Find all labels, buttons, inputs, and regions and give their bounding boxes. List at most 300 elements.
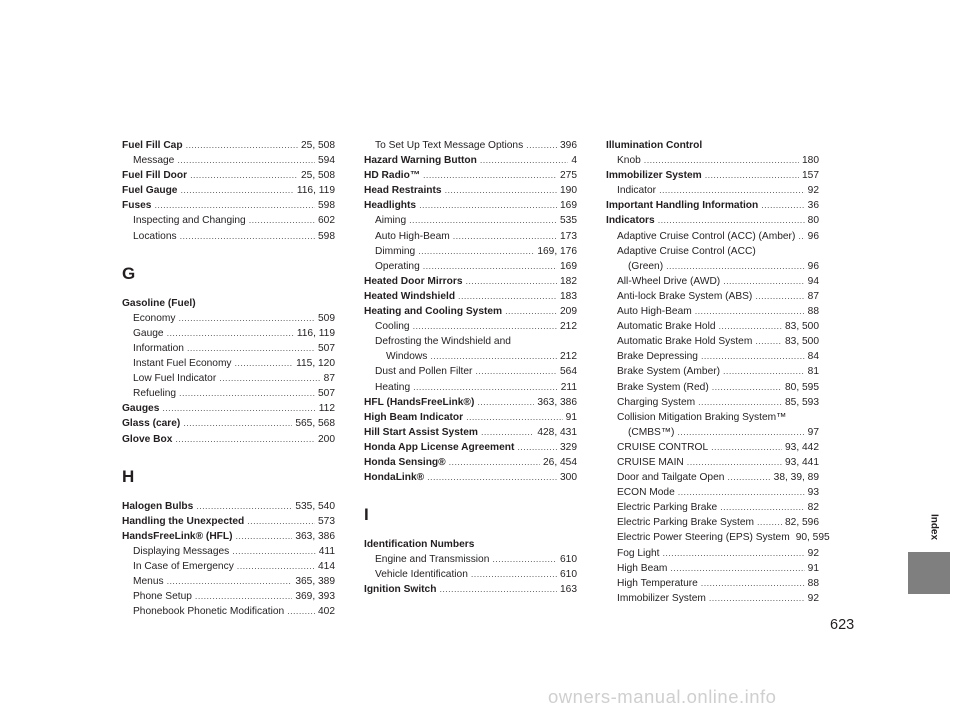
dot-leader xyxy=(492,552,557,567)
page-reference[interactable]: 38, 39, 89 xyxy=(773,472,819,484)
index-entry[interactable] xyxy=(364,183,577,198)
entry-text: Immobilizer System xyxy=(606,170,702,182)
entry-text: Charging System xyxy=(617,396,696,408)
index-subentry[interactable] xyxy=(364,259,577,274)
dot-leader xyxy=(466,410,563,425)
watermark: owners-manual.online.info xyxy=(548,686,777,707)
entry-text: Gasoline (Fuel) xyxy=(122,297,196,309)
page-reference[interactable]: 83, 500 xyxy=(785,336,819,348)
page-reference[interactable]: 363, 386 xyxy=(295,530,335,542)
index-subentry[interactable] xyxy=(606,410,819,425)
dot-leader xyxy=(526,138,557,153)
index-entry[interactable] xyxy=(606,213,819,228)
dot-leader xyxy=(505,304,557,319)
dot-leader xyxy=(413,319,557,334)
page-reference[interactable]: 564 xyxy=(560,366,577,378)
dot-leader xyxy=(162,401,315,416)
entry-text: Glove Box xyxy=(122,433,173,445)
page-reference[interactable]: 275 xyxy=(560,170,577,182)
page-reference[interactable]: 402 xyxy=(318,606,335,618)
page-reference[interactable]: 212 xyxy=(560,351,577,363)
index-subentry[interactable] xyxy=(606,380,819,395)
page-reference[interactable]: 115, 120 xyxy=(296,358,335,370)
dot-leader xyxy=(720,500,804,515)
page-reference[interactable]: 83, 500 xyxy=(785,321,819,333)
index-subentry[interactable] xyxy=(364,244,577,259)
side-tab-marker[interactable] xyxy=(908,552,950,594)
dot-leader xyxy=(709,591,805,606)
index-entry[interactable] xyxy=(122,416,335,431)
index-entry[interactable] xyxy=(122,183,335,198)
page-reference[interactable]: 365, 389 xyxy=(295,576,335,588)
page-reference[interactable]: 97 xyxy=(807,426,819,438)
entry-text: ECON Mode xyxy=(617,487,675,499)
page-reference[interactable]: 598 xyxy=(318,230,335,242)
page-reference[interactable]: 369, 393 xyxy=(295,591,335,603)
page-reference[interactable]: 565, 568 xyxy=(295,418,335,430)
entry-text: Immobilizer System xyxy=(617,592,706,604)
page-reference[interactable]: 88 xyxy=(807,577,819,589)
index-subentry[interactable] xyxy=(122,229,335,244)
index-subentry[interactable] xyxy=(122,559,335,574)
index-subentry[interactable] xyxy=(606,349,819,364)
page-reference[interactable]: 82 xyxy=(807,502,819,514)
page-reference[interactable]: 87 xyxy=(323,373,335,385)
page-reference[interactable]: 535 xyxy=(560,215,577,227)
page-reference[interactable]: 209 xyxy=(560,306,577,318)
dot-leader xyxy=(678,485,805,500)
page-reference[interactable]: 163 xyxy=(560,584,577,596)
entry-text: Phonebook Phonetic Modification xyxy=(133,606,285,618)
page-reference[interactable]: 112 xyxy=(318,403,335,415)
index-subentry[interactable] xyxy=(606,485,819,500)
index-subentry[interactable] xyxy=(364,213,577,228)
page-reference[interactable]: 594 xyxy=(318,155,335,167)
entry-text: Information xyxy=(133,342,184,354)
index-subentry[interactable] xyxy=(606,334,819,349)
entry-text: Brake Depressing xyxy=(617,351,698,363)
index-entry[interactable] xyxy=(364,537,577,552)
dot-leader xyxy=(154,198,315,213)
entry-text: Engine and Transmission xyxy=(375,554,490,566)
index-subentry[interactable] xyxy=(606,455,819,470)
dot-leader xyxy=(187,341,315,356)
entry-text: Automatic Brake Hold xyxy=(617,321,716,333)
page-reference[interactable]: 610 xyxy=(560,569,577,581)
dot-leader xyxy=(423,259,557,274)
dot-leader xyxy=(430,349,557,364)
index-entry[interactable] xyxy=(122,296,335,311)
entry-text: CRUISE MAIN xyxy=(617,456,684,468)
entry-text: Dust and Pollen Filter xyxy=(375,366,473,378)
entry-text: Hazard Warning Button xyxy=(364,155,477,167)
page-reference[interactable]: 87 xyxy=(807,290,819,302)
entry-text: Electric Parking Brake xyxy=(617,502,718,514)
dot-leader xyxy=(659,183,805,198)
entry-text: Auto High-Beam xyxy=(617,306,692,318)
entry-text: Dimming xyxy=(375,245,416,257)
index-entry[interactable] xyxy=(606,138,819,153)
page-reference[interactable]: 90, 595 xyxy=(795,532,830,544)
index-column-3 xyxy=(606,138,830,606)
index-subentry[interactable] xyxy=(364,229,577,244)
dot-leader xyxy=(219,371,320,386)
index-subentry[interactable] xyxy=(122,544,335,559)
entry-text: Automatic Brake Hold System xyxy=(617,336,753,348)
dot-leader xyxy=(687,455,782,470)
entry-text: Vehicle Identification xyxy=(375,569,468,581)
index-entry[interactable] xyxy=(122,432,335,447)
index-subentry[interactable] xyxy=(606,274,819,289)
index-subentry[interactable] xyxy=(606,500,819,515)
dot-leader xyxy=(427,470,557,485)
index-subentry[interactable] xyxy=(122,153,335,168)
entry-text: (CMBS™) xyxy=(628,426,675,438)
dot-leader xyxy=(287,604,315,619)
dot-leader xyxy=(477,395,534,410)
page-reference[interactable]: 4 xyxy=(571,155,577,167)
entry-text: Auto High-Beam xyxy=(375,230,450,242)
index-subentry[interactable] xyxy=(606,259,819,274)
entry-text: Aiming xyxy=(375,215,407,227)
index-column-2 xyxy=(364,138,577,598)
dot-leader xyxy=(723,364,805,379)
index-entry[interactable] xyxy=(122,499,335,514)
page-reference[interactable]: 507 xyxy=(318,342,335,354)
index-entry[interactable] xyxy=(122,514,335,529)
index-entry[interactable] xyxy=(122,529,335,544)
dot-leader xyxy=(195,589,292,604)
index-subentry[interactable] xyxy=(122,213,335,228)
page-reference[interactable]: 92 xyxy=(807,592,819,604)
index-subentry[interactable] xyxy=(122,356,335,371)
entry-text: Cooling xyxy=(375,321,410,333)
page-reference[interactable]: 169 xyxy=(560,260,577,272)
page-reference[interactable]: 411 xyxy=(318,545,335,557)
page-reference[interactable]: 200 xyxy=(318,433,335,445)
entry-text: Indicator xyxy=(617,185,657,197)
index-subentry[interactable] xyxy=(606,229,819,244)
index-entry[interactable] xyxy=(364,582,577,597)
index-subentry[interactable] xyxy=(606,244,819,259)
dot-leader xyxy=(409,213,557,228)
dot-leader xyxy=(798,229,804,244)
entry-text: Honda Sensing® xyxy=(364,456,446,468)
index-column-1 xyxy=(122,138,335,619)
index-subentry[interactable] xyxy=(122,604,335,619)
page-reference[interactable]: 169 xyxy=(560,200,577,212)
index-subentry[interactable] xyxy=(122,386,335,401)
index-entry[interactable] xyxy=(364,470,577,485)
entry-text: All-Wheel Drive (AWD) xyxy=(617,275,721,287)
page-reference[interactable]: 535, 540 xyxy=(295,500,335,512)
index-subentry[interactable] xyxy=(606,515,819,530)
page-reference[interactable]: 36 xyxy=(807,200,819,212)
index-subentry[interactable] xyxy=(122,311,335,326)
page-reference[interactable]: 180 xyxy=(802,155,819,167)
page-reference[interactable]: 93 xyxy=(807,487,819,499)
index-subentry[interactable] xyxy=(364,567,577,582)
dot-leader xyxy=(761,198,804,213)
entry-text: Heating xyxy=(375,381,411,393)
entry-text: Illumination Control xyxy=(606,140,703,151)
dot-leader xyxy=(237,559,315,574)
index-subentry[interactable] xyxy=(606,153,819,168)
page-reference[interactable]: 85, 593 xyxy=(785,396,819,408)
index-subentry[interactable] xyxy=(606,576,819,591)
entry-text: Brake System (Red) xyxy=(617,381,709,393)
dot-leader xyxy=(180,229,315,244)
entry-text: Fuel Fill Cap xyxy=(122,140,183,151)
side-tab-label-text: Index xyxy=(928,513,940,541)
dot-leader xyxy=(419,198,557,213)
entry-text: HandsFreeLink® (HFL) xyxy=(122,530,233,542)
entry-text: Heated Windshield xyxy=(364,290,456,302)
entry-text: Locations xyxy=(133,230,177,242)
dot-leader xyxy=(480,153,569,168)
page-reference[interactable]: 363, 386 xyxy=(537,396,577,408)
entry-text: Identification Numbers xyxy=(364,539,475,551)
dot-leader xyxy=(658,213,805,228)
index-subentry[interactable] xyxy=(606,289,819,304)
entry-text: Message xyxy=(133,155,175,167)
index-entry[interactable] xyxy=(364,410,577,425)
dot-leader xyxy=(190,168,298,183)
dot-leader xyxy=(666,259,805,274)
entry-text: Heating and Cooling System xyxy=(364,306,503,318)
index-entry[interactable] xyxy=(364,168,577,183)
entry-text: Fuel Gauge xyxy=(122,185,178,197)
entry-text: Economy xyxy=(133,312,176,324)
index-subentry[interactable] xyxy=(122,371,335,386)
page-reference[interactable]: 116, 119 xyxy=(296,327,335,339)
dot-leader xyxy=(236,529,293,544)
page-reference[interactable]: 610 xyxy=(560,554,577,566)
entry-text: Gauges xyxy=(122,403,160,415)
page-reference[interactable]: 96 xyxy=(807,230,819,242)
dot-leader xyxy=(677,425,804,440)
page-reference[interactable]: 25, 508 xyxy=(301,140,335,151)
dot-leader xyxy=(413,380,558,395)
dot-leader xyxy=(727,470,770,485)
page-reference[interactable]: 25, 508 xyxy=(301,170,335,182)
index-subentry[interactable] xyxy=(606,561,819,576)
index-entry[interactable] xyxy=(606,168,819,183)
dot-leader xyxy=(458,289,557,304)
dot-leader xyxy=(235,356,294,371)
index-subentry[interactable] xyxy=(606,183,819,198)
page-reference[interactable]: 602 xyxy=(318,215,335,227)
index-subentry[interactable] xyxy=(606,440,819,455)
section-letter: I xyxy=(364,505,369,525)
entry-text: Windows xyxy=(386,351,428,363)
page-reference[interactable]: 300 xyxy=(560,472,577,484)
page-reference[interactable]: 93, 441 xyxy=(785,456,819,468)
index-subentry[interactable] xyxy=(606,319,819,334)
entry-text: Operating xyxy=(375,260,420,272)
page-reference[interactable]: 26, 454 xyxy=(543,456,577,468)
page-reference[interactable]: 92 xyxy=(807,547,819,559)
page-reference[interactable]: 396 xyxy=(560,140,577,151)
dot-leader xyxy=(662,546,804,561)
page-reference[interactable]: 94 xyxy=(807,275,819,287)
index-subentry[interactable] xyxy=(122,341,335,356)
page-reference[interactable]: 598 xyxy=(318,200,335,212)
page-reference[interactable]: 84 xyxy=(807,351,819,363)
dot-leader xyxy=(177,153,315,168)
index-entry[interactable] xyxy=(122,198,335,213)
dot-leader xyxy=(723,274,804,289)
index-entry[interactable] xyxy=(364,425,577,440)
dot-leader xyxy=(466,274,558,289)
page-reference[interactable]: 212 xyxy=(560,321,577,333)
dot-leader xyxy=(471,567,557,582)
entry-text: Gauge xyxy=(133,327,164,339)
page-reference[interactable]: 573 xyxy=(318,515,335,527)
page-reference[interactable]: 173 xyxy=(560,230,577,242)
index-subentry[interactable] xyxy=(606,530,830,545)
dot-leader xyxy=(712,380,782,395)
index-subentry[interactable] xyxy=(364,319,577,334)
dot-leader xyxy=(249,213,315,228)
dot-leader xyxy=(179,386,315,401)
index-entry[interactable] xyxy=(606,198,819,213)
index-subentry[interactable] xyxy=(606,304,819,319)
entry-text: High Beam Indicator xyxy=(364,411,464,423)
dot-leader xyxy=(180,183,293,198)
index-subentry[interactable] xyxy=(606,546,819,561)
entry-text: Adaptive Cruise Control (ACC) xyxy=(617,245,756,257)
dot-leader xyxy=(698,395,782,410)
page-reference[interactable]: 96 xyxy=(807,260,819,272)
entry-text: Door and Tailgate Open xyxy=(617,472,725,484)
index-subentry[interactable] xyxy=(122,574,335,589)
dot-leader xyxy=(517,440,557,455)
page-reference[interactable]: 428, 431 xyxy=(537,426,577,438)
page-reference[interactable]: 93, 442 xyxy=(785,441,819,453)
index-entry[interactable] xyxy=(122,168,335,183)
entry-text: Fog Light xyxy=(617,547,660,559)
page-reference[interactable]: 91 xyxy=(807,562,819,574)
entry-text: Displaying Messages xyxy=(133,545,230,557)
dot-leader xyxy=(445,183,557,198)
index-subentry[interactable] xyxy=(364,364,577,379)
index-subentry[interactable] xyxy=(606,425,819,440)
page-reference[interactable]: 329 xyxy=(560,441,577,453)
page-reference[interactable]: 92 xyxy=(807,185,819,197)
entry-text: Defrosting the Windshield and xyxy=(375,336,511,348)
page-reference[interactable]: 169, 176 xyxy=(537,245,577,257)
page-reference[interactable]: 88 xyxy=(807,306,819,318)
index-subentry[interactable] xyxy=(122,589,335,604)
page-reference[interactable]: 80, 595 xyxy=(785,381,819,393)
page-reference[interactable]: 183 xyxy=(560,290,577,302)
index-subentry[interactable] xyxy=(364,552,577,567)
entry-text: Fuses xyxy=(122,200,152,212)
page-reference[interactable]: 82, 596 xyxy=(785,517,819,529)
dot-leader xyxy=(167,326,294,341)
index-subentry[interactable] xyxy=(122,326,335,341)
page-reference[interactable]: 509 xyxy=(318,312,335,324)
dot-leader xyxy=(757,515,782,530)
page-reference[interactable]: 211 xyxy=(560,381,577,393)
section-letter: H xyxy=(122,466,135,486)
index-entry[interactable] xyxy=(364,304,577,319)
page-reference[interactable]: 414 xyxy=(318,560,335,572)
page-reference[interactable]: 182 xyxy=(560,275,577,287)
dot-leader xyxy=(167,574,293,589)
page-reference[interactable]: 190 xyxy=(560,185,577,197)
index-entry[interactable] xyxy=(364,440,577,455)
index-entry[interactable] xyxy=(364,455,577,470)
entry-text: Electric Parking Brake System xyxy=(617,517,755,529)
entry-text: Instant Fuel Economy xyxy=(133,358,232,370)
index-entry[interactable] xyxy=(364,198,577,213)
page-reference[interactable]: 80 xyxy=(807,215,819,227)
page-reference[interactable]: 157 xyxy=(802,170,819,182)
entry-text: Knob xyxy=(617,155,641,167)
index-subentry[interactable] xyxy=(606,470,819,485)
entry-text: In Case of Emergency xyxy=(133,560,234,572)
entry-text: Refueling xyxy=(133,388,177,400)
entry-text: Heated Door Mirrors xyxy=(364,275,463,287)
dot-leader xyxy=(475,364,557,379)
entry-text: HFL (HandsFreeLink®) xyxy=(364,396,475,408)
dot-leader xyxy=(695,304,805,319)
page-reference[interactable]: 91 xyxy=(565,411,577,423)
index-entry[interactable] xyxy=(364,289,577,304)
page-reference[interactable]: 81 xyxy=(807,366,819,378)
entry-text: Headlights xyxy=(364,200,417,212)
entry-text: Ignition Switch xyxy=(364,584,437,596)
dot-leader xyxy=(481,425,534,440)
index-entry[interactable] xyxy=(122,138,335,153)
side-tab-label[interactable] xyxy=(908,504,960,550)
index-entry[interactable] xyxy=(364,395,577,410)
entry-text: Head Restraints xyxy=(364,185,442,197)
entry-text: High Temperature xyxy=(617,577,698,589)
index-subentry[interactable] xyxy=(606,364,819,379)
entry-text: HondaLink® xyxy=(364,472,425,484)
entry-text: Fuel Fill Door xyxy=(122,170,188,182)
dot-leader xyxy=(418,244,534,259)
index-subentry[interactable] xyxy=(364,349,577,364)
index-subentry[interactable] xyxy=(364,334,577,349)
page-reference[interactable]: 116, 119 xyxy=(296,185,335,197)
page-reference[interactable]: 507 xyxy=(318,388,335,400)
dot-leader xyxy=(711,440,782,455)
index-subentry[interactable] xyxy=(364,138,577,153)
entry-text: To Set Up Text Message Options xyxy=(375,140,524,151)
dot-leader xyxy=(178,311,315,326)
index-entry[interactable] xyxy=(122,401,335,416)
entry-text: Low Fuel Indicator xyxy=(133,373,217,385)
index-subentry[interactable] xyxy=(606,395,819,410)
dot-leader xyxy=(755,334,782,349)
dot-leader xyxy=(705,168,799,183)
index-entry[interactable] xyxy=(364,274,577,289)
dot-leader xyxy=(670,561,804,576)
index-entry[interactable] xyxy=(364,153,577,168)
entry-text: Honda App License Agreement xyxy=(364,441,515,453)
entry-text: Adaptive Cruise Control (ACC) (Amber) xyxy=(617,230,796,242)
entry-text: CRUISE CONTROL xyxy=(617,441,709,453)
dot-leader xyxy=(232,544,315,559)
index-subentry[interactable] xyxy=(364,380,577,395)
entry-text: Halogen Bulbs xyxy=(122,500,194,512)
page-number: 623 xyxy=(830,617,855,633)
index-subentry[interactable] xyxy=(606,591,819,606)
